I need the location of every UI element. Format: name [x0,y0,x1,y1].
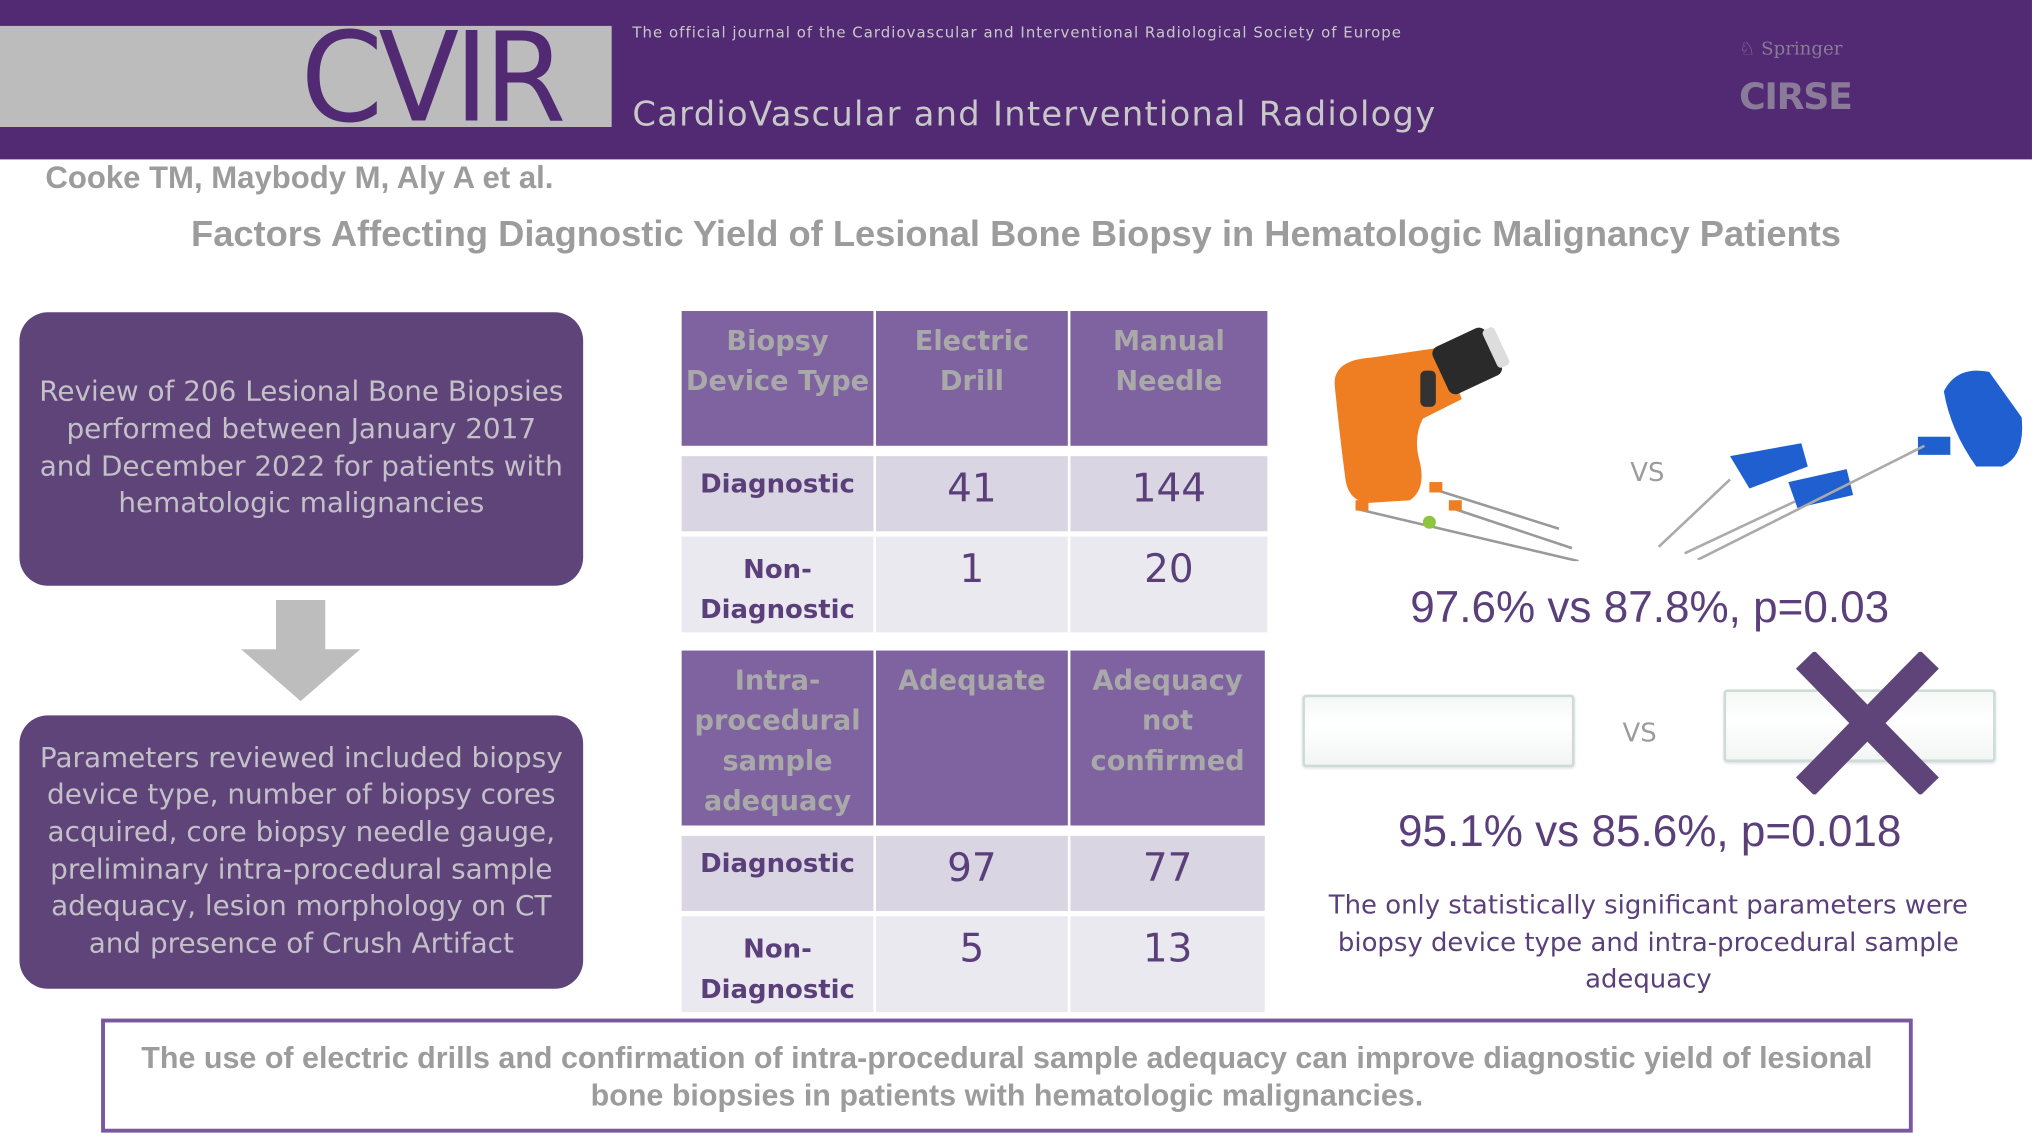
table-cell: 1 [876,537,1068,633]
study-summary-text: Review of 206 Lesional Bone Biopsies performed between January 2017 and December 2022 for patients with hematologic malignancies [39,376,564,520]
table-cell: 13 [1070,916,1264,1012]
electric-drill-image [1319,321,1585,561]
table-header-cell: Electric Drill [876,311,1068,446]
table-cell: 97 [876,836,1068,911]
parameters-text: Parameters reviewed included biopsy device type, number of biopsy cores acquired, core biopsy needle gauge, preliminary intra-procedural sample adequacy, lesion morphology on CT and presence of Crush Artifact [39,742,563,960]
vs-label: VS [1622,716,1657,748]
table-cell: 77 [1070,836,1264,911]
table-header-cell: Manual Needle [1070,311,1267,446]
manual-needle-image [1652,365,2028,559]
conclusion-text: The use of electric drills and confirmation of intra-procedural sample adequacy can improve diagnostic yield of lesional bone biopsies in patients with hematologic malignancies. [141,1040,1873,1112]
parameters-box [19,715,583,988]
authors: Cooke TM, Maybody M, Aly A et al. [45,160,554,196]
cirse-logo: CIRSE [1739,75,1852,118]
row-label: Diagnostic [682,836,874,911]
table-cell: 144 [1070,456,1267,531]
table-header-cell: Intra-procedural sample adequacy [682,651,874,826]
springer-label: Springer [1761,38,1843,60]
page-title: Factors Affecting Diagnostic Yield of Lesional Bone Biopsy in Hematologic Malignancy Patients [191,213,1841,254]
row-label: Diagnostic [682,456,874,531]
journal-name: CardioVascular and Interventional Radiology [632,95,1437,135]
row-label: Non-Diagnostic [682,537,874,633]
table-cell: 41 [876,456,1068,531]
springer-logo: ♘ Springer [1739,38,1843,60]
sample-adequacy-statistic: 95.1% vs 85.6%, p=0.018 [1397,807,1902,857]
down-arrow-icon [241,600,360,701]
table-header-cell: Adequacy not confirmed [1070,651,1264,826]
cvir-logo: CVIR [300,5,562,151]
conclusion-box [101,1019,1913,1133]
device-type-statistic: 97.6% vs 87.8%, p=0.03 [1410,583,1890,633]
significance-note: The only statistically significant parameters were biopsy device type and intra-procedural sample adequacy [1328,888,1968,994]
table-header-cell: Adequate [876,651,1068,826]
table-header-cell: Biopsy Device Type [682,311,874,446]
study-summary-box [19,312,583,585]
journal-subtitle: The official journal of the Cardiovascular and Interventional Radiological Society of Europe [632,23,1402,42]
row-label: Non-Diagnostic [682,916,874,1012]
table-cell: 20 [1070,537,1267,633]
cross-mark-icon [1795,652,1940,795]
glass-slide-image [1302,695,1574,768]
vs-label: VS [1630,456,1665,488]
table-cell: 5 [876,916,1068,1012]
